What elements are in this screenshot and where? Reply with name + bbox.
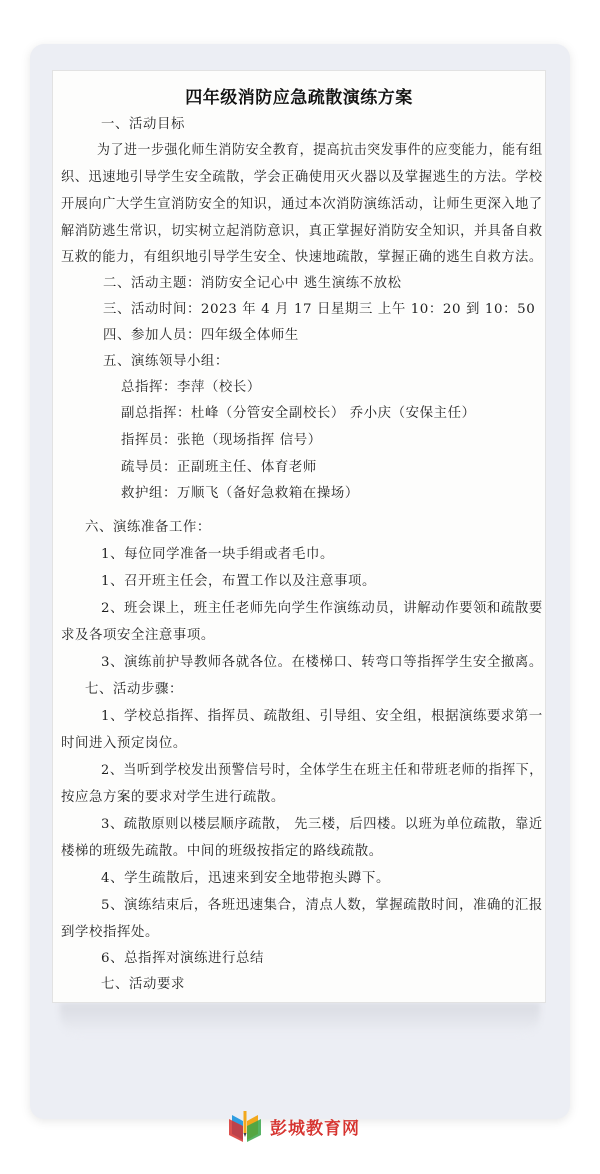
site-name: 彭城教育网 bbox=[270, 1118, 360, 1139]
document-line: 3、疏散原则以楼层顺序疏散， 先三楼，后四楼。以班为单位疏散，靠近 bbox=[101, 817, 543, 832]
document-line: 织、迅速地引导学生安全疏散，学会正确使用灭火器以及掌握逃生的方法。学校 bbox=[61, 170, 543, 185]
document-line: 二、活动主题：消防安全记心中 逃生演练不放松 bbox=[103, 276, 402, 291]
document-line: 4、学生疏散后，迅速来到安全地带抱头蹲下。 bbox=[101, 871, 390, 886]
document-line: 1、每位同学准备一块手绢或者毛巾。 bbox=[101, 547, 334, 562]
document-page bbox=[52, 70, 546, 1003]
site-logo bbox=[226, 1108, 360, 1144]
document-line: 五、演练领导小组： bbox=[103, 354, 229, 369]
document-line: 3、演练前护导教师各就各位。在楼梯口、转弯口等指挥学生安全撤离。 bbox=[101, 655, 543, 670]
document-line: 2、当听到学校发出预警信号时，全体学生在班主任和带班老师的指挥下， bbox=[101, 763, 543, 778]
document-line: 疏导员：正副班主任、体育老师 bbox=[121, 460, 317, 475]
document-line: 总指挥：李萍（校长） bbox=[121, 380, 261, 395]
document-line: 指挥员：张艳（现场指挥 信号） bbox=[121, 433, 322, 448]
document-line: 到学校指挥处。 bbox=[61, 925, 159, 940]
document-line: 开展向广大学生宣消防安全的知识，通过本次消防演练活动，让师生更深入地了 bbox=[61, 197, 543, 212]
document-line: 七、活动要求 bbox=[101, 977, 185, 992]
document-line: 按应急方案的要求对学生进行疏散。 bbox=[61, 790, 285, 805]
document-line: 5、演练结束后，各班迅速集合，清点人数，掌握疏散时间，准确的汇报 bbox=[101, 898, 543, 913]
document-line: 救护组：万顺飞（备好急救箱在操场） bbox=[121, 486, 359, 501]
document-line: 互救的能力，有组织地引导学生安全、快速地疏散，掌握正确的逃生自救方法。 bbox=[61, 250, 543, 265]
book-pencil-logo-icon bbox=[226, 1109, 264, 1143]
document-line: 求及各项安全注意事项。 bbox=[61, 628, 215, 643]
document-line: 6、总指挥对演练进行总结 bbox=[101, 951, 265, 966]
document-line: 时间进入预定岗位。 bbox=[61, 736, 187, 751]
document-line: 七、活动步骤： bbox=[85, 682, 183, 697]
document-title: 四年级消防应急疏散演练方案 bbox=[185, 88, 413, 108]
document-line: 1、学校总指挥、指挥员、疏散组、引导组、安全组，根据演练要求第一 bbox=[101, 709, 543, 724]
document-line: 2、班会课上，班主任老师先向学生作演练动员，讲解动作要领和疏散要 bbox=[101, 601, 543, 616]
document-line: 一、活动目标 bbox=[101, 117, 185, 132]
document-line: 四、参加人员：四年级全体师生 bbox=[103, 328, 299, 343]
document-line: 副总指挥：杜峰（分管安全副校长） 乔小庆（安保主任） bbox=[121, 406, 476, 421]
document-line: 为了进一步强化师生消防安全教育，提高抗击突发事件的应变能力，能有组 bbox=[97, 143, 543, 158]
document-line: 楼梯的班级先疏散。中间的班级按指定的路线疏散。 bbox=[61, 844, 383, 859]
document-line: 六、演练准备工作： bbox=[85, 520, 211, 535]
document-line: 三、活动时间：2023 年 4 月 17 日星期三 上午 10：20 到 10：50 bbox=[103, 302, 536, 317]
document-line: 1、召开班主任会，布置工作以及注意事项。 bbox=[101, 574, 376, 589]
document-line: 解消防逃生常识，切实树立起消防意识，真正掌握好消防安全知识，并具备自救 bbox=[61, 224, 543, 239]
page-shadow bbox=[60, 1003, 540, 1035]
